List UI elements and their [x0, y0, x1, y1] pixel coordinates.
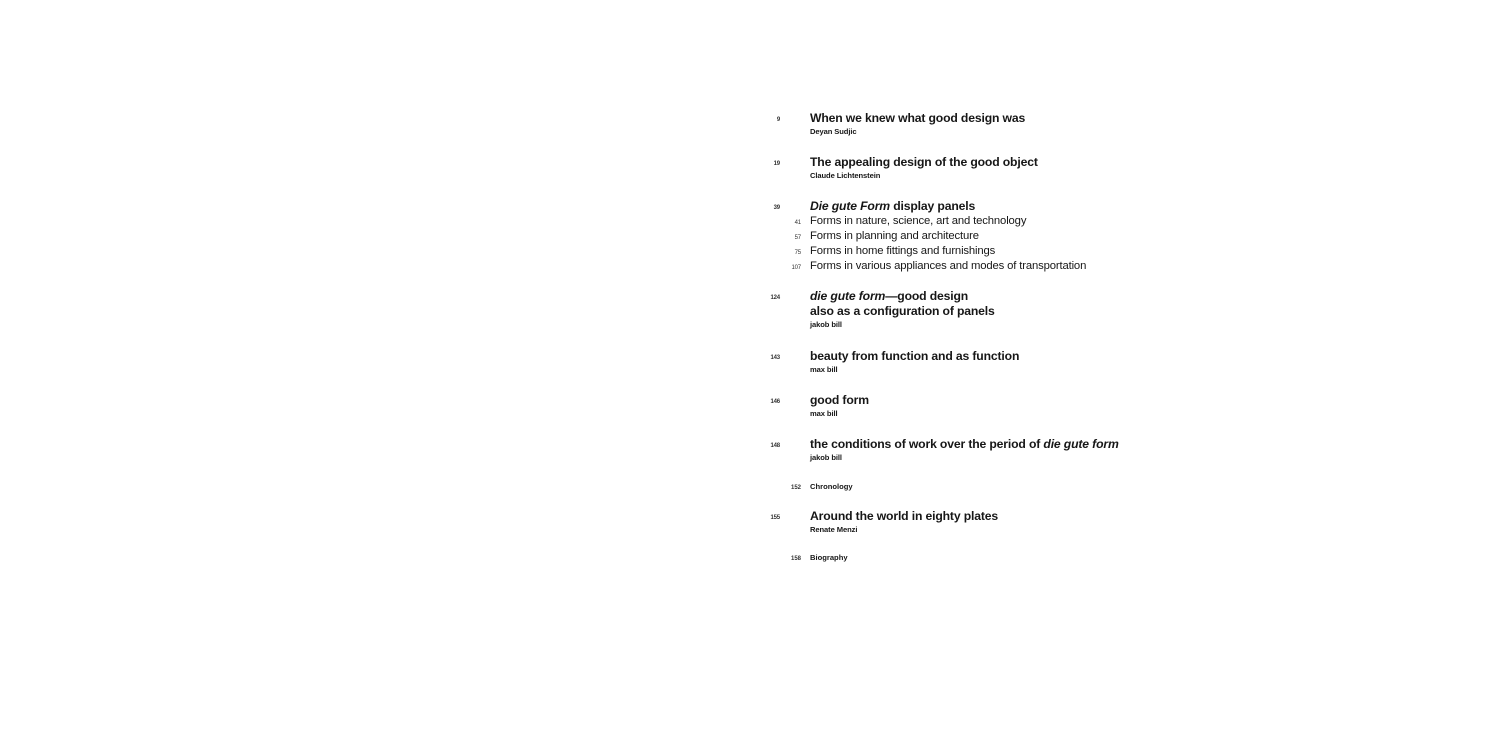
toc-entry-title: —good design: [885, 289, 969, 303]
toc-entry-title: Chronology: [810, 482, 853, 491]
toc-entry-title: The appealing design of the good object: [810, 155, 1038, 169]
toc-page-number: 148: [770, 443, 780, 449]
toc-page-number: 9: [776, 117, 780, 123]
toc-entry-title-line: [773, 155, 1169, 170]
toc-entry-title-line: [773, 199, 1169, 214]
toc-entry: [773, 199, 1169, 274]
toc-entry-title: Around the world in eighty plates: [810, 509, 999, 523]
toc-sub-item: [794, 229, 1169, 244]
toc-entry-author: Claude Lichtenstein: [810, 171, 881, 180]
toc-entry-title-line-2: also as a configuration of panels: [810, 304, 995, 318]
toc-entry-author: jakob bill: [810, 453, 842, 462]
toc-page-number: 155: [770, 515, 780, 521]
toc-entry-author: Renate Menzi: [810, 525, 858, 534]
toc-entry-title: the conditions of work over the period of: [810, 437, 1044, 451]
toc-sub-item-label: Forms in planning and architecture: [810, 230, 979, 242]
toc-entry-author: max bill: [810, 409, 838, 418]
toc-page-number: 143: [770, 355, 780, 361]
toc-entry-title: beauty from function and as function: [810, 349, 1020, 363]
toc-entry: [770, 349, 1169, 374]
toc-page-number: 152: [790, 485, 801, 491]
toc-entry-title-line: [776, 111, 1169, 126]
toc-page-number: 75: [794, 250, 801, 256]
toc-entry-title-line: [770, 509, 1169, 524]
toc-entry-title-line: [770, 349, 1169, 364]
toc-entry-title-line: [770, 289, 1169, 304]
toc-entry-title: When we knew what good design was: [810, 111, 1026, 125]
toc-entry-title-italic: Die gute Form: [810, 199, 890, 213]
toc-entry: [770, 509, 1169, 534]
toc-page-number: 107: [791, 265, 801, 271]
toc-entry-title: good form: [810, 393, 869, 407]
toc-entry: [770, 393, 1169, 418]
toc-entry-title: Biography: [810, 553, 848, 562]
toc-entry-title-line: [770, 437, 1169, 452]
toc-sub-item-label: Forms in nature, science, art and technology: [810, 215, 1027, 227]
toc-page-number: 41: [794, 220, 801, 226]
toc-page-number: 146: [770, 399, 780, 405]
table-of-contents: [770, 111, 1169, 563]
toc-entry: [773, 155, 1169, 180]
toc-entry-title-line: [790, 482, 1169, 492]
toc-sub-item-label: Forms in various appliances and modes of transportation: [810, 260, 1087, 272]
toc-sub-item: [791, 259, 1169, 274]
toc-entry-author: max bill: [810, 365, 838, 374]
toc-sub-item-label: Forms in home fittings and furnishings: [810, 245, 996, 257]
toc-entry-title: display panels: [889, 199, 976, 213]
toc-entry: [776, 111, 1169, 136]
toc-sub-item: [794, 244, 1169, 259]
toc-entry-author: jakob bill: [810, 320, 842, 329]
toc-page-number: 124: [770, 295, 780, 301]
toc-page-number: 19: [773, 161, 780, 167]
toc-entry-title-line: [790, 553, 1169, 563]
toc-entry: [789, 482, 1169, 492]
toc-entry-title-italic: die gute form: [810, 289, 886, 303]
toc-page-number: 57: [794, 235, 801, 241]
toc-page-number: 39: [773, 205, 780, 211]
toc-page-number: 158: [790, 556, 801, 562]
toc-entry-title-italic: die gute form: [1043, 437, 1119, 451]
toc-entry: [770, 437, 1169, 462]
toc-entry: [770, 289, 1169, 329]
toc-entry-title-line: [770, 393, 1169, 408]
toc-entry-author: Deyan Sudjic: [810, 127, 857, 136]
toc-sub-item: [794, 214, 1169, 229]
toc-entry: [789, 553, 1169, 563]
